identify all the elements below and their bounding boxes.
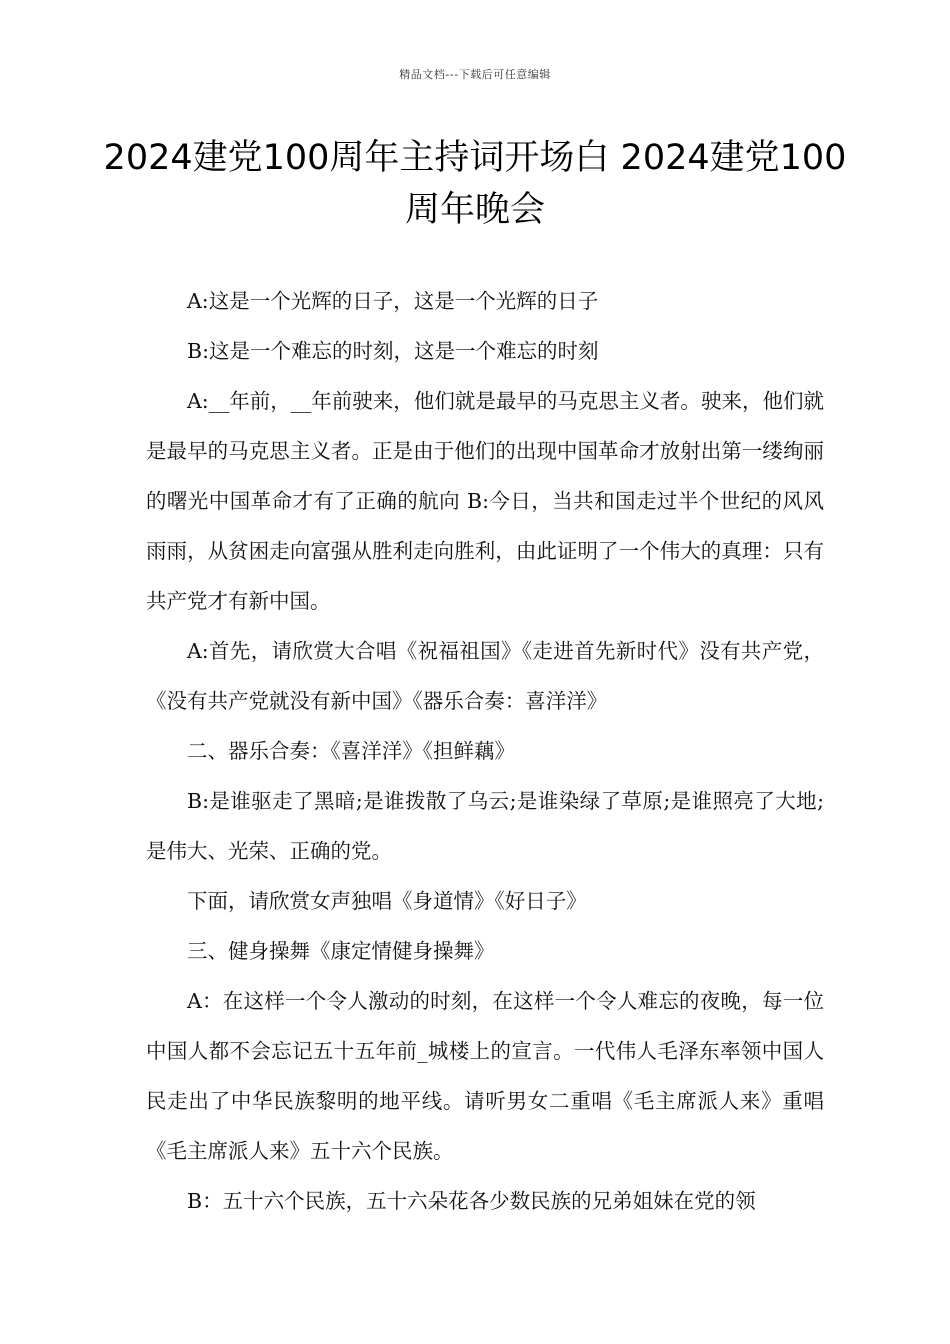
paragraph: A：在这样一个令人激动的时刻，在这样一个令人难忘的夜晚，每一位中国人都不会忘记五十五年前_城楼上的宣言。一代伟人毛泽东率领中国人民走出了中华民族黎明的地平线。请听男女二重唱《毛主席派人来》重唱《毛主席派人来》五十六个民族。 xyxy=(146,989,824,1163)
paragraph: 三、健身操舞《康定情健身操舞》 xyxy=(187,939,495,963)
paragraph: B:是谁驱走了黑暗;是谁拨散了乌云;是谁染绿了草原;是谁照亮了大地;是伟大、光荣、正确的党。 xyxy=(146,789,824,863)
paragraph: B:这是一个难忘的时刻，这是一个难忘的时刻 xyxy=(187,339,599,363)
paragraph: 二、器乐合奏：《喜洋洋》《担鲜藕》 xyxy=(187,739,515,763)
document-body xyxy=(146,276,824,1226)
document-title: 2024建党100周年主持词开场白 2024建党100周年晚会 xyxy=(103,138,847,230)
paragraph: A:__年前，__年前驶来，他们就是最早的马克思主义者。驶来，他们就是最早的马克思主义者。正是由于他们的出现中国革命才放射出第一缕绚丽的曙光中国革命才有了正确的航向 B:今日，当共和国走过半个世纪的风风雨雨，从贫困走向富强从胜利走向胜利，由此证明了一个伟大的真理：只有共产党才有新中国。 xyxy=(146,389,824,613)
paragraph: B：五十六个民族，五十六朵花各少数民族的兄弟姐妹在党的领 xyxy=(187,1189,756,1213)
paragraph: A:首先，请欣赏大合唱《祝福祖国》《走进首先新时代》没有共产党，《没有共产党就没有新中国》《器乐合奏：喜洋洋》 xyxy=(146,639,824,713)
paragraph: 下面，请欣赏女声独唱《身道情》《好日子》 xyxy=(187,889,587,913)
paragraph: A:这是一个光辉的日子，这是一个光辉的日子 xyxy=(187,289,599,313)
header-note: 精品文档---下载后可任意编辑 xyxy=(399,68,551,81)
